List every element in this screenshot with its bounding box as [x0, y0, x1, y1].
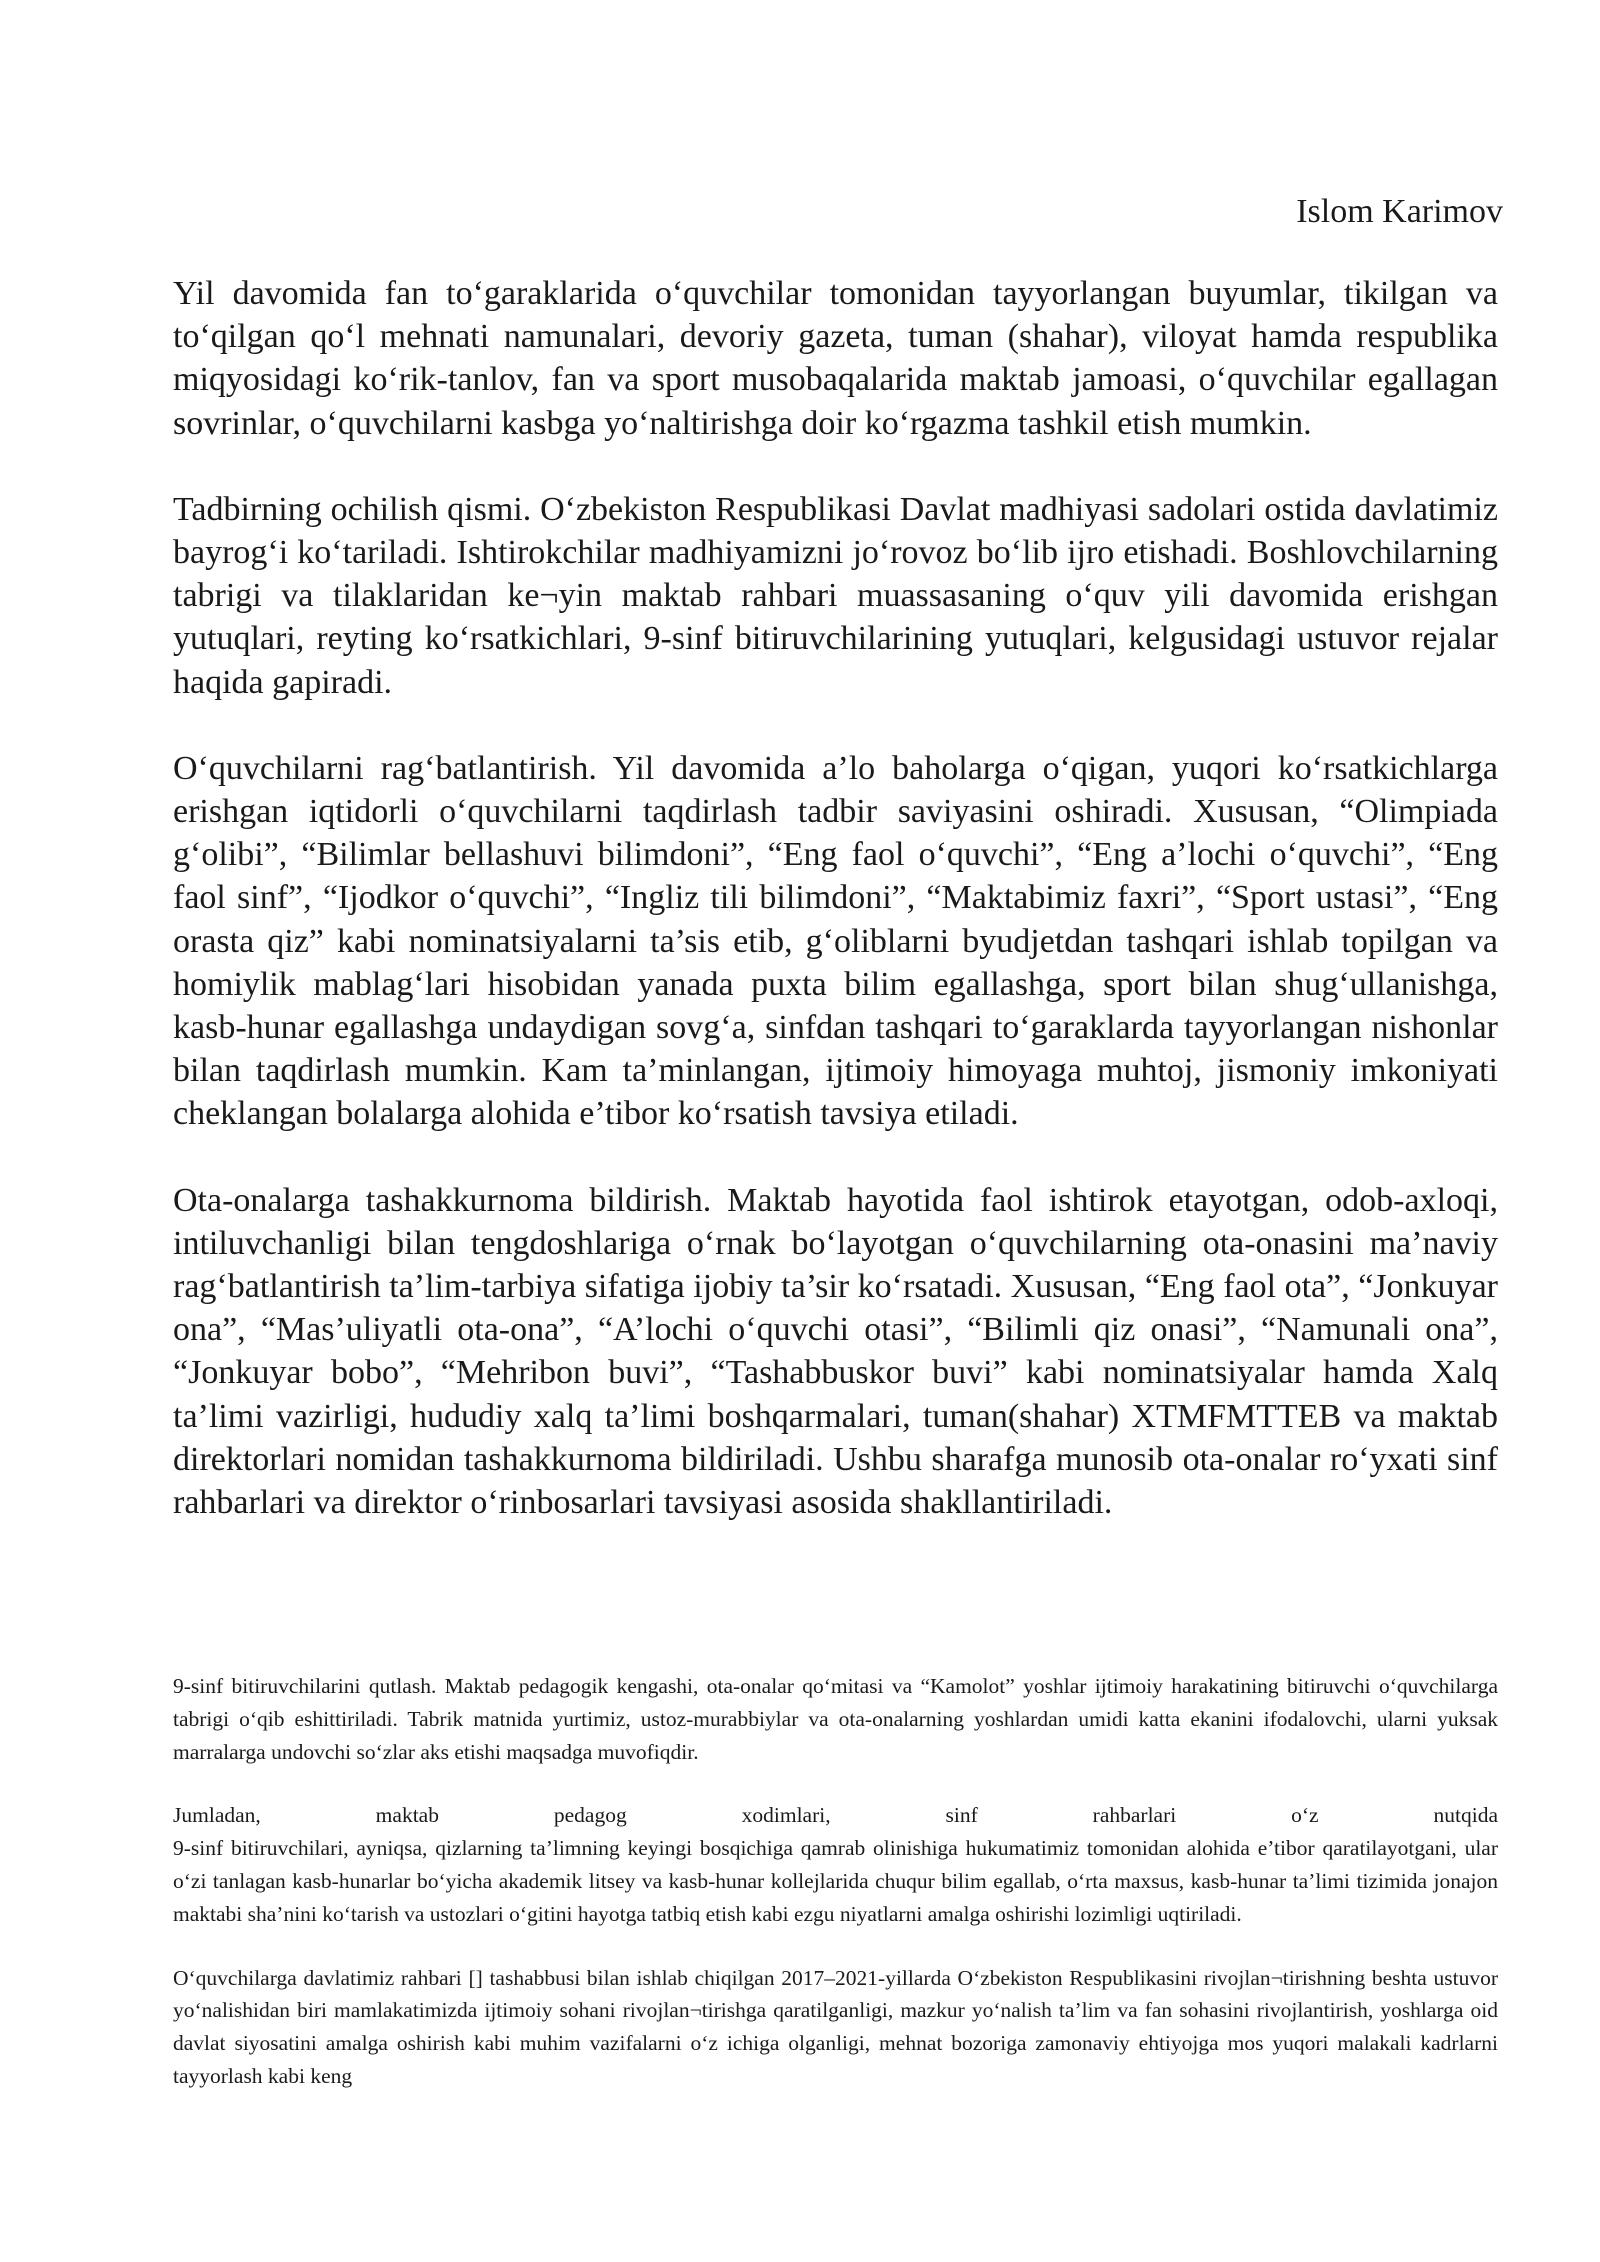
paragraph-exhibition: Yil davomida fan to‘garaklarida o‘quvchilar tomonidan tayyorlangan buyumlar, tikilgan va to‘qilgan qo‘l mehnati namunalari, devoriy gazeta, tuman (shahar), viloyat hamda respublika miqyosidagi ko‘rik-tanlov, fan va sport musobaqalarida maktab jamoasi, o‘quvchilar egallagan sovrinlar, o‘quvchilarni kasbga yo‘naltirishga doir ko‘rgazma tashkil etish mumkin. [173, 275, 1498, 442]
paragraph-state-programme: O‘quvchilarga davlatimiz rahbari [] tashabbusi bilan ishlab chiqilgan 2017–2021-yillarda O‘zbekiston Respublikasini rivojlan¬tirishning beshta ustuvor yo‘nalishidan biri mamlakatimizda ijtimoiy sohani rivojlan¬tirishga qaratilganligi, mazkur yo‘nalish ta’lim va fan sohasini rivojlantirish, yoshlarga oid davlat siyosatini amalga oshirish kabi muhim vazifalarni o‘z ichiga olganligi, mehnat bozoriga zamonaviy ehtiyojga mos yuqori malakali kadrlarni tayyorlash kabi keng [173, 1965, 1498, 2088]
paragraph-teacher-speech-first-line: Jumladan, maktab pedagog xodimlari, sinf rahbarlari o‘z nutqida [173, 1803, 1498, 1828]
paragraph-teacher-speech [173, 1799, 1498, 1930]
secondary-text-block [173, 1670, 1498, 2124]
paragraph-opening-ceremony: Tadbirning ochilish qismi. O‘zbekiston Respublikasi Davlat madhiyasi sadolari ostida davlatimiz bayrog‘i ko‘tariladi. Ishtirokchilar madhiyamizni jo‘rovoz bo‘lib ijro etishadi. Boshlovchilarning tabrigi va tilaklaridan ke¬yin maktab rahbari muassasaning o‘quv yili davomida erishgan yutuqlari, reyting ko‘rsatkichlari, 9-sinf bitiruvchilarining yutuqlari, kelgusidagi ustuvor rejalar haqida gapiradi. [173, 490, 1498, 701]
main-text-block [173, 272, 1498, 1567]
author-name: Islom Karimov [1296, 193, 1503, 230]
paragraph-graduate-congratulation: 9-sinf bitiruvchilarini qutlash. Maktab pedagogik kengashi, ota-onalar qo‘mitasi va “Kamolot” yoshlar ijtimoiy harakatining bitiruvchi o‘quvchilarga tabrigi o‘qib eshittiriladi. Tabrik matnida yurtimiz, ustoz-murabbiylar va ota-onalarning yoshlardan umidi katta ekanini ifodalovchi, ularni yuksak marralarga undovchi so‘zlar aks etishi maqsadga muvofiqdir. [173, 1674, 1498, 1764]
paragraph-teacher-speech-rest: 9-sinf bitiruvchilari, ayniqsa, qizlarning ta’limning keyingi bosqichiga qamrab olinishiga hukumatimiz tomonidan alohida e’tibor qaratilayotgani, ular o‘zi tanlagan kasb-hunarlar bo‘yicha akademik litsey va kasb-hunar kollejlarida chuqur bilim egallab, o‘rta maxsus, kasb-hunar ta’limi tizimida jonajon maktabi sha’nini ko‘tarish va ustozlari o‘gitini hayotga tatbiq etish kabi ezgu niyatlarni amalga oshirishi lozimligi uqtiriladi. [173, 1836, 1498, 1926]
paragraph-parent-gratitude: Ota-onalarga tashakkurnoma bildirish. Maktab hayotida faol ishtirok etayotgan, odob-axloqi, intiluvchanligi bilan tengdoshlariga o‘rnak bo‘layotgan o‘quvchilarning ota-onasini ma’naviy rag‘batlantirish ta’lim-tarbiya sifatiga ijobiy ta’sir ko‘rsatadi. Xususan, “Eng faol ota”, “Jonkuyar ona”, “Mas’uliyatli ota-ona”, “A’lochi o‘quvchi otasi”, “Bilimli qiz onasi”, “Namunali ona”, “Jonkuyar bobo”, “Mehribon buvi”, “Tashabbuskor buvi” kabi nominatsiyalar hamda Xalq ta’limi vazirligi, hududiy xalq ta’limi boshqarmalari, tuman(shahar) XTMFMTTEB va maktab direktorlari nomidan tashakkurnoma bildiriladi. Ushbu sharafga munosib ota-onalar ro‘yxati sinf rahbarlari va direktor o‘rinbosarlari tavsiyasi asosida shakllantiriladi. [173, 1181, 1498, 1522]
paragraph-student-encouragement: O‘quvchilarni rag‘batlantirish. Yil davomida a’lo baholarga o‘qigan, yuqori ko‘rsatkichlarga erishgan iqtidorli o‘quvchilarni taqdirlash tadbir saviyasini oshiradi. Xususan, “Olimpiada g‘olibi”, “Bilimlar bellashuvi bilimdoni”, “Eng faol o‘quvchi”, “Eng a’lochi o‘quvchi”, “Eng faol sinf”, “Ijodkor o‘quvchi”, “Ingliz tili bilimdoni”, “Maktabimiz faxri”, “Sport ustasi”, “Eng orasta qiz” kabi nominatsiyalarni ta’sis etib, g‘oliblarni byudjetdan tashqari ishlab topilgan va homiylik mablag‘lari hisobidan yanada puxta bilim egallashga, sport bilan shug‘ullanishga, kasb-hunar egallashga undaydigan sovg‘a, sinfdan tashqari to‘garaklarda tayyorlangan nishonlar bilan taqdirlash mumkin. Kam ta’minlangan, ijtimoiy himoyaga muhtoj, jismoniy imkoniyati cheklangan bolalarga alohida e’tibor ko‘rsatish tavsiya etiladi. [173, 749, 1498, 1133]
